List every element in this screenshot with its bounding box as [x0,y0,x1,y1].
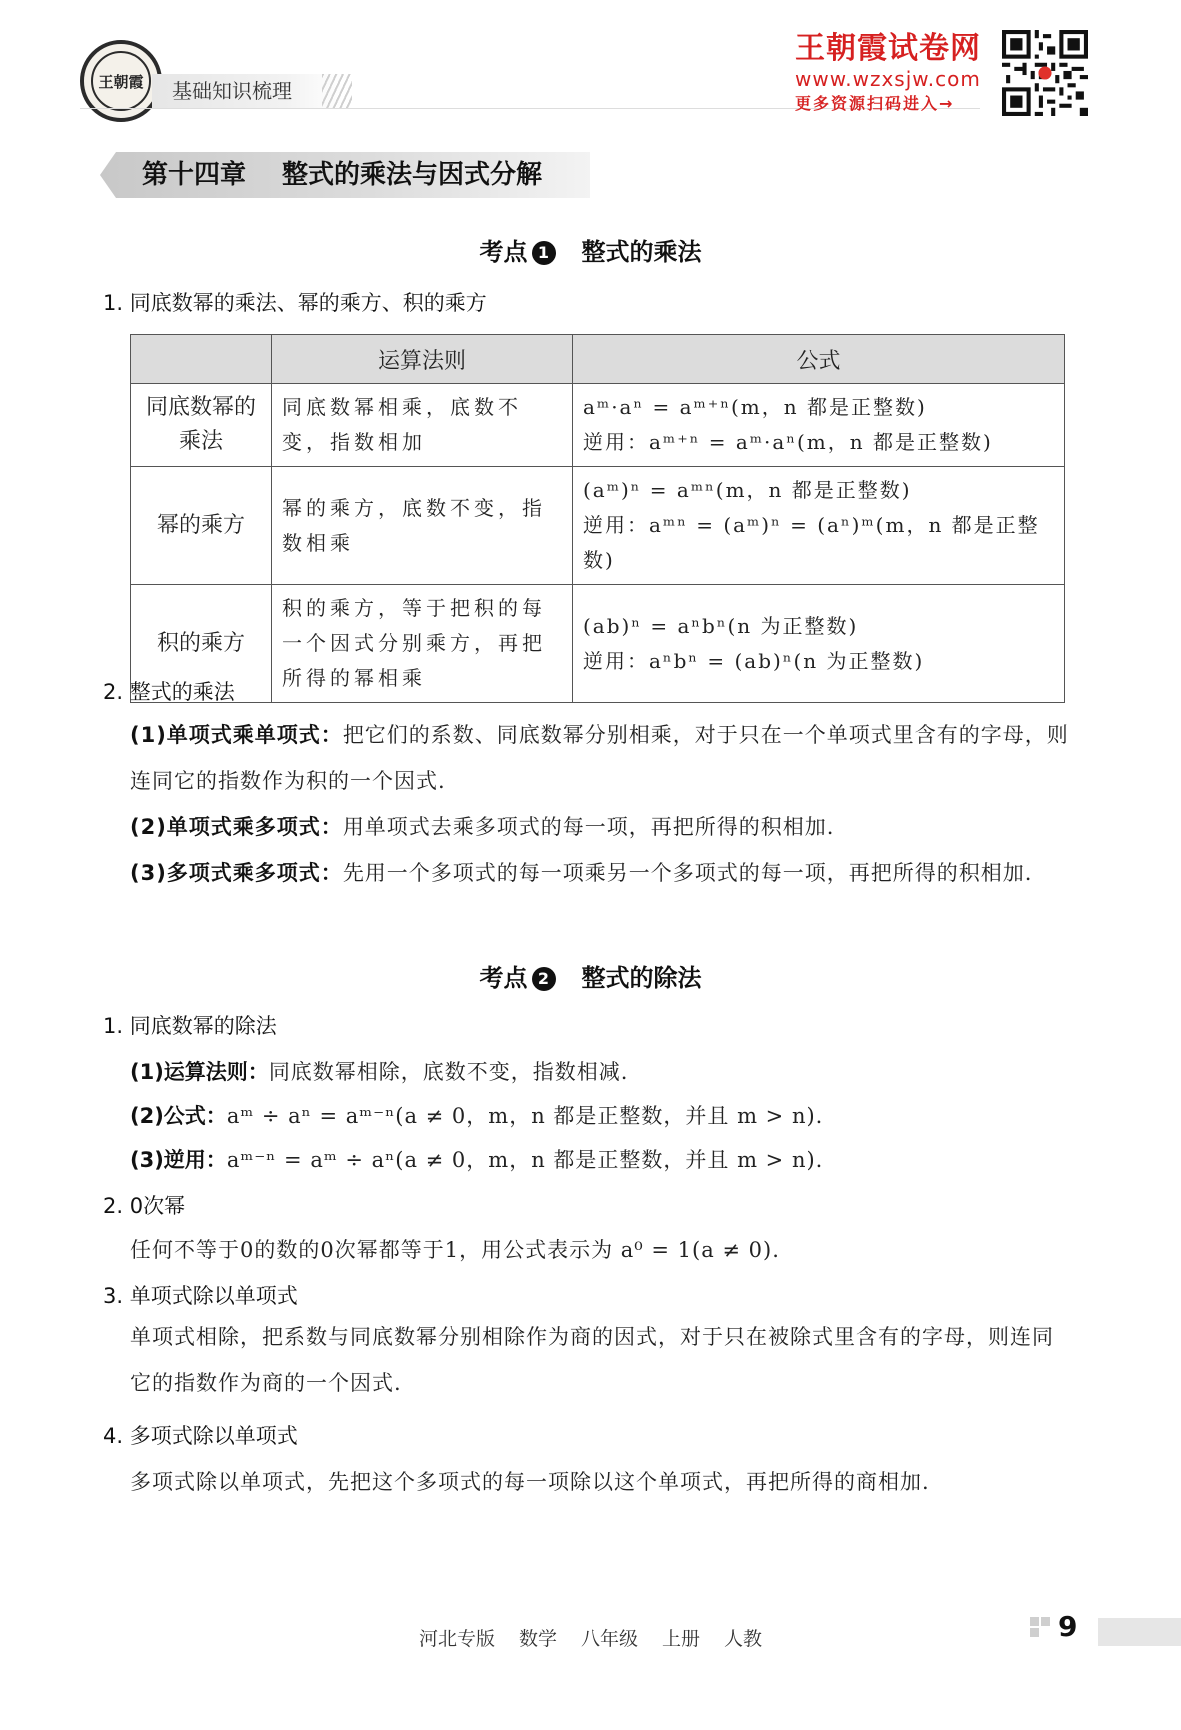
footer-volume: 上册 [662,1628,701,1650]
division-formula-line [130,1100,823,1130]
paragraph-mono-poly [130,804,1070,850]
section-tab-stripes [322,74,352,108]
division-heading-1: 1. 同底数幂的除法 [103,1014,277,1038]
division-heading-4: 4. 多项式除以单项式 [103,1424,298,1448]
zero-power-text: 任何不等于0的数的0次幂都等于1，用公式表示为 a⁰ = 1(a ≠ 0). [130,1238,780,1262]
brand-scan-text: 更多资源扫码进入→ [795,94,955,113]
division-heading-3: 3. 单项式除以单项式 [103,1284,298,1308]
table-header-row [131,335,1065,384]
formula-inverse-line: 逆用：aᵐⁿ = (aᵐ)ⁿ = (aⁿ)ᵐ(m，n 都是正整数) [583,513,1040,572]
page-corner-icon [1030,1617,1050,1637]
row-name: 幂的乘方 [131,467,272,585]
kaodian-1-heading [0,232,1181,267]
line-label: (3)逆用： [130,1148,227,1172]
footer-publisher: 人教 [724,1628,763,1650]
row-formula [573,384,1065,467]
logo-text: 王朝霞 [98,72,144,91]
kaodian-prefix: 考点 [479,238,528,266]
paragraph-label: (2)单项式乘多项式： [130,815,343,839]
row-formula [573,467,1065,585]
kaodian-number-badge: 1 [532,241,556,265]
footer-grade: 八年级 [580,1628,638,1650]
kaodian-prefix: 考点 [479,964,528,992]
section-2-heading: 2. 整式的乘法 [103,680,235,704]
division-heading-2: 2. 0次幂 [103,1194,186,1218]
footer-subject: 数学 [518,1628,557,1650]
chapter-title: 整式的乘法与因式分解 [282,160,543,190]
line-label: (1)运算法则： [130,1060,269,1084]
paragraph-text: 用单项式去乘多项式的每一项，再把所得的积相加. [342,815,835,839]
poly-div-mono-text: 多项式除以单项式，先把这个多项式的每一项除以这个单项式，再把所得的商相加. [130,1470,930,1494]
kaodian-title: 整式的除法 [581,964,702,992]
kaodian-title: 整式的乘法 [581,238,702,266]
kaodian-2-heading [0,958,1181,993]
chapter-number: 第十四章 [142,160,247,190]
page-footer-bar [1098,1618,1181,1646]
brand-url[interactable]: www.wzxsjw.com [795,67,981,91]
paragraph-text: 把它们的系数、同底数幂分别相乘，对于只在一个单项式里含有的字母，则连同它的指数作为积的一个因式. [130,723,1069,793]
table-header-blank [131,335,272,384]
paragraph-text: 先用一个多项式的每一项乘另一个多项式的每一项，再把所得的积相加. [342,861,1033,885]
row-name: 积的乘方 [131,585,272,703]
formula-line: (ab)ⁿ = aⁿbⁿ(n 为正整数) [583,613,859,638]
row-rule: 幂的乘方，底数不变，指数相乘 [272,467,573,585]
mono-div-mono-text: 单项式相除，把系数与同底数幂分别相除作为商的因式，对于只在被除式里含有的字母，则连同它的指数作为商的一个因式. [130,1325,1054,1395]
row-rule: 积的乘方，等于把积的每一个因式分别乘方，再把所得的幂相乘 [272,585,573,703]
table-header-rule: 运算法则 [272,335,573,384]
division-inverse-line [130,1144,823,1174]
division-rule-line [130,1056,629,1086]
footer-edition: 河北专版 [418,1628,495,1650]
section-label: 基础知识梳理 [152,74,342,108]
paragraph-mono-mono [130,712,1070,804]
formula-line: aᵐ·aⁿ = aᵐ⁺ⁿ(m，n 都是正整数) [583,395,927,419]
table-row [131,467,1065,585]
publisher-logo [80,40,162,122]
footer-info [0,1624,1181,1651]
row-rule: 同底数幂相乘，底数不变，指数相加 [272,384,573,467]
paragraph-poly-poly [130,850,1070,896]
brand-name[interactable]: 王朝霞试卷网 [795,31,981,66]
page-number: 9 [1058,1610,1078,1643]
line-text: aᵐ ÷ aⁿ = aᵐ⁻ⁿ(a ≠ 0，m，n 都是正整数，并且 m > n). [226,1104,824,1128]
formula-line: (aᵐ)ⁿ = aᵐⁿ(m，n 都是正整数) [583,478,912,502]
row-formula [573,585,1065,703]
rules-table [130,334,1065,703]
kaodian-number-badge: 2 [532,967,556,991]
qr-code-icon[interactable] [1002,30,1088,116]
logo-inner [91,51,151,111]
formula-inverse-line: 逆用：aᵐ⁺ⁿ = aᵐ·aⁿ(m，n 都是正整数) [583,430,993,454]
chapter-heading [142,152,542,198]
table-header-formula: 公式 [573,335,1065,384]
formula-inverse-line: 逆用：aⁿbⁿ = (ab)ⁿ(n 为正整数) [583,648,925,673]
section-1-heading: 1. 同底数幂的乘法、幂的乘方、积的乘方 [103,291,487,315]
line-text: 同底数幂相除，底数不变，指数相减. [268,1060,629,1084]
table-row [131,384,1065,467]
paragraph-label: (1)单项式乘单项式： [130,723,343,747]
table-row [131,585,1065,703]
line-text: aᵐ⁻ⁿ = aᵐ ÷ aⁿ(a ≠ 0，m，n 都是正整数，并且 m > n). [226,1148,824,1172]
line-label: (2)公式： [130,1104,227,1128]
row-name: 同底数幂的乘法 [131,384,272,467]
paragraph-label: (3)多项式乘多项式： [130,861,343,885]
